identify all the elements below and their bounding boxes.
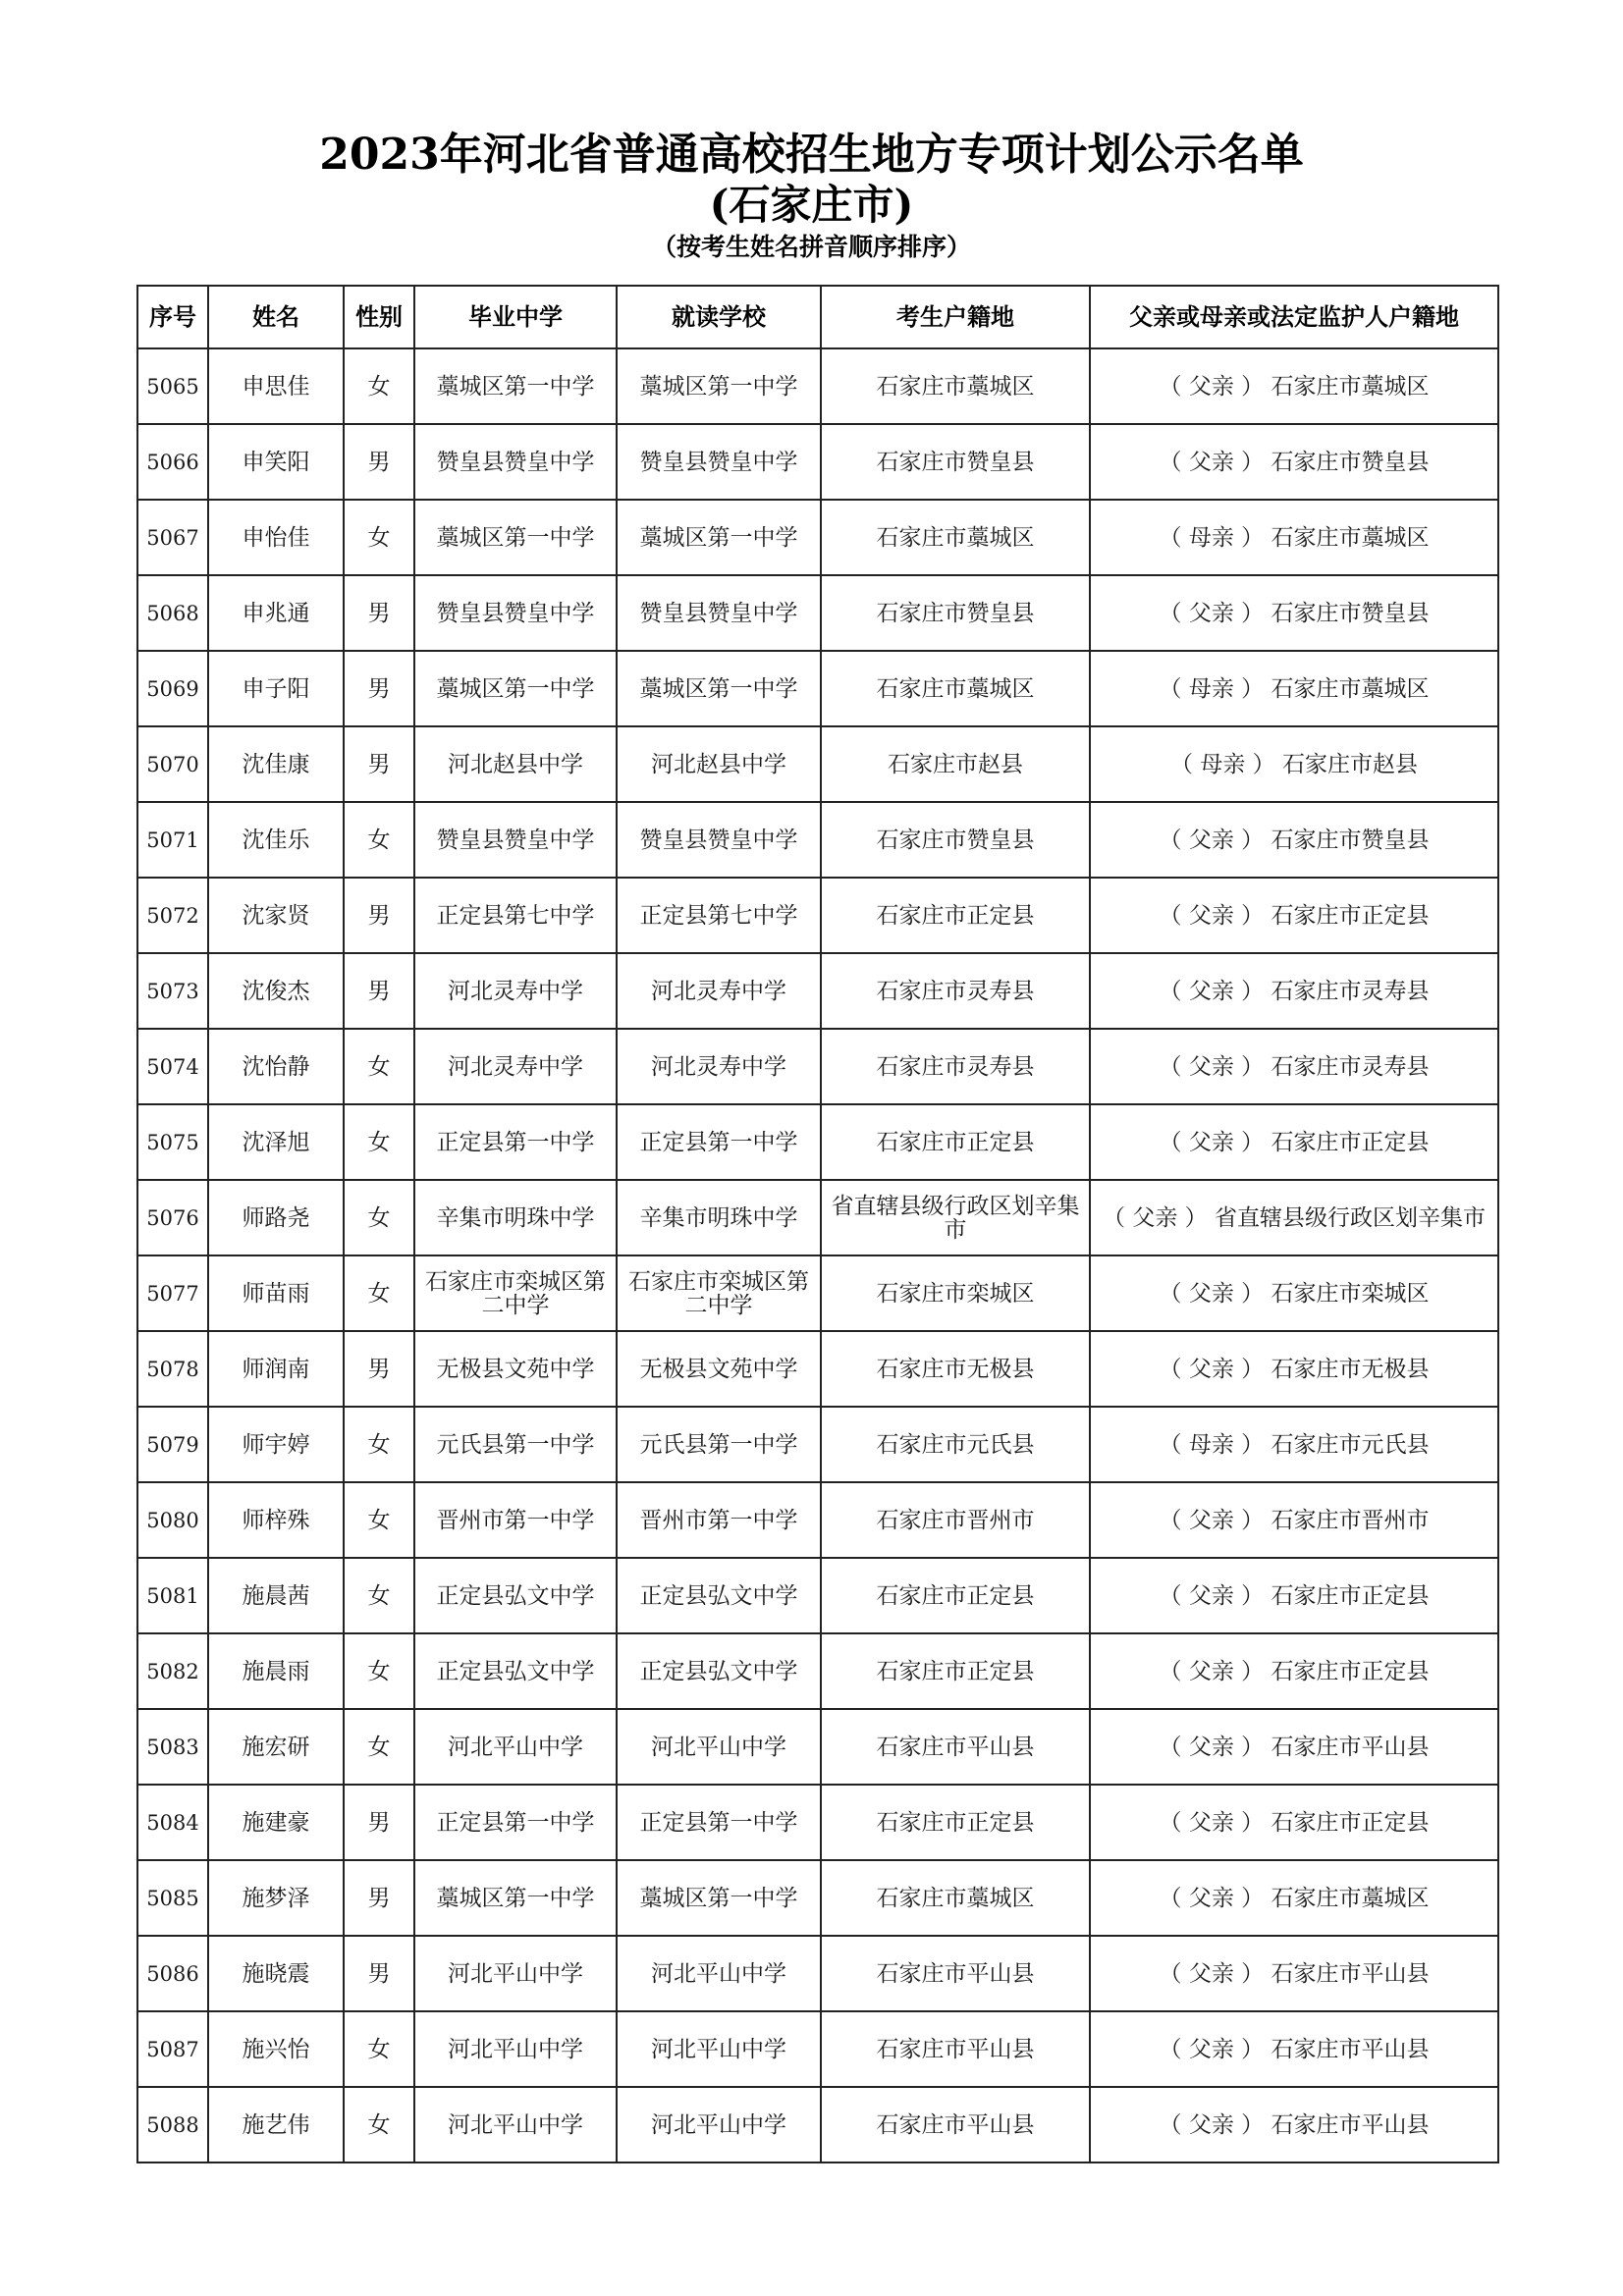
cell-current-school: 藁城区第一中学 [617,651,821,726]
table-row [137,1104,1498,1180]
cell-seq: 5068 [137,575,208,651]
cell-seq: 5082 [137,1633,208,1709]
cell-seq: 5085 [137,1860,208,1936]
cell-guardian-household: （ 父亲 ） 省直辖县级行政区划辛集市 [1090,1180,1498,1255]
cell-seq: 5071 [137,802,208,878]
cell-guardian-household: （ 父亲 ） 石家庄市平山县 [1090,2087,1498,2163]
table-row [137,575,1498,651]
cell-current-school: 晋州市第一中学 [617,1482,821,1558]
table-row [137,953,1498,1029]
cell-seq: 5065 [137,348,208,424]
cell-current-school: 正定县弘文中学 [617,1633,821,1709]
table-row [137,2011,1498,2087]
cell-guardian-household: （ 父亲 ） 石家庄市赞皇县 [1090,575,1498,651]
cell-current-school: 河北平山中学 [617,1936,821,2011]
cell-name: 师润南 [208,1331,344,1407]
table-row [137,878,1498,953]
table-header-row [137,286,1498,348]
cell-guardian-household: （ 父亲 ） 石家庄市平山县 [1090,1709,1498,1785]
cell-household: 石家庄市赞皇县 [821,424,1090,500]
cell-household: 石家庄市正定县 [821,1633,1090,1709]
cell-seq: 5087 [137,2011,208,2087]
cell-seq: 5086 [137,1936,208,2011]
cell-seq: 5079 [137,1407,208,1482]
cell-grad-school: 赞皇县赞皇中学 [414,424,617,500]
table-row [137,802,1498,878]
cell-current-school: 正定县第一中学 [617,1104,821,1180]
cell-current-school: 正定县弘文中学 [617,1558,821,1633]
roster-table [136,285,1499,2163]
cell-name: 申笑阳 [208,424,344,500]
cell-household: 石家庄市无极县 [821,1331,1090,1407]
cell-grad-school: 河北灵寿中学 [414,953,617,1029]
cell-name: 施晨茜 [208,1558,344,1633]
cell-gender: 男 [344,726,414,802]
cell-name: 施兴怡 [208,2011,344,2087]
cell-guardian-household: （ 母亲 ） 石家庄市元氏县 [1090,1407,1498,1482]
cell-seq: 5080 [137,1482,208,1558]
cell-current-school: 藁城区第一中学 [617,348,821,424]
cell-current-school: 赞皇县赞皇中学 [617,575,821,651]
cell-seq: 5074 [137,1029,208,1104]
table-row [137,1785,1498,1860]
table-row [137,1633,1498,1709]
cell-seq: 5073 [137,953,208,1029]
table-row [137,1029,1498,1104]
table-row [137,1860,1498,1936]
cell-guardian-household: （ 母亲 ） 石家庄市藁城区 [1090,651,1498,726]
cell-grad-school: 河北平山中学 [414,2011,617,2087]
cell-gender: 男 [344,651,414,726]
cell-grad-school: 正定县弘文中学 [414,1633,617,1709]
cell-gender: 女 [344,1633,414,1709]
cell-guardian-household: （ 父亲 ） 石家庄市赞皇县 [1090,802,1498,878]
cell-household: 石家庄市平山县 [821,2087,1090,2163]
cell-grad-school: 河北赵县中学 [414,726,617,802]
cell-grad-school: 元氏县第一中学 [414,1407,617,1482]
cell-household: 石家庄市赞皇县 [821,802,1090,878]
cell-household: 石家庄市藁城区 [821,500,1090,575]
cell-grad-school: 正定县弘文中学 [414,1558,617,1633]
cell-name: 师梓殊 [208,1482,344,1558]
cell-household: 石家庄市元氏县 [821,1407,1090,1482]
column-header-name: 姓名 [208,286,344,348]
cell-name: 施梦泽 [208,1860,344,1936]
cell-current-school: 河北平山中学 [617,2087,821,2163]
cell-guardian-household: （ 父亲 ） 石家庄市平山县 [1090,1936,1498,2011]
table-row [137,1709,1498,1785]
cell-name: 施艺伟 [208,2087,344,2163]
cell-grad-school: 无极县文苑中学 [414,1331,617,1407]
cell-name: 申子阳 [208,651,344,726]
cell-household: 石家庄市灵寿县 [821,1029,1090,1104]
cell-name: 沈俊杰 [208,953,344,1029]
cell-seq: 5067 [137,500,208,575]
cell-name: 沈佳康 [208,726,344,802]
cell-grad-school: 河北平山中学 [414,1936,617,2011]
cell-household: 石家庄市赞皇县 [821,575,1090,651]
cell-gender: 男 [344,953,414,1029]
cell-household: 石家庄市藁城区 [821,1860,1090,1936]
cell-grad-school: 藁城区第一中学 [414,348,617,424]
table-row [137,1936,1498,2011]
table-row [137,348,1498,424]
cell-guardian-household: （ 父亲 ） 石家庄市平山县 [1090,2011,1498,2087]
cell-seq: 5078 [137,1331,208,1407]
cell-gender: 男 [344,1785,414,1860]
cell-grad-school: 赞皇县赞皇中学 [414,575,617,651]
cell-seq: 5077 [137,1255,208,1331]
cell-grad-school: 河北平山中学 [414,2087,617,2163]
cell-seq: 5075 [137,1104,208,1180]
cell-current-school: 元氏县第一中学 [617,1407,821,1482]
cell-guardian-household: （ 父亲 ） 石家庄市灵寿县 [1090,953,1498,1029]
table-row [137,726,1498,802]
cell-seq: 5066 [137,424,208,500]
cell-current-school: 河北平山中学 [617,1709,821,1785]
cell-gender: 女 [344,1558,414,1633]
cell-seq: 5069 [137,651,208,726]
cell-guardian-household: （ 父亲 ） 石家庄市正定县 [1090,1633,1498,1709]
cell-guardian-household: （ 父亲 ） 石家庄市正定县 [1090,1558,1498,1633]
cell-seq: 5081 [137,1558,208,1633]
cell-gender: 女 [344,1104,414,1180]
column-header-current-school: 就读学校 [617,286,821,348]
cell-current-school: 河北灵寿中学 [617,953,821,1029]
cell-grad-school: 藁城区第一中学 [414,1860,617,1936]
column-header-grad-school: 毕业中学 [414,286,617,348]
cell-household: 省直辖县级行政区划辛集市 [821,1180,1090,1255]
cell-guardian-household: （ 父亲 ） 石家庄市正定县 [1090,878,1498,953]
cell-name: 沈家贤 [208,878,344,953]
cell-gender: 女 [344,1709,414,1785]
cell-grad-school: 赞皇县赞皇中学 [414,802,617,878]
cell-seq: 5083 [137,1709,208,1785]
cell-seq: 5088 [137,2087,208,2163]
page-title: 2023年河北省普通高校招生地方专项计划公示名单 [319,130,1304,180]
cell-household: 石家庄市晋州市 [821,1482,1090,1558]
cell-guardian-household: （ 父亲 ） 石家庄市灵寿县 [1090,1029,1498,1104]
cell-gender: 男 [344,575,414,651]
cell-grad-school: 正定县第七中学 [414,878,617,953]
cell-current-school: 藁城区第一中学 [617,1860,821,1936]
cell-guardian-household: （ 父亲 ） 石家庄市栾城区 [1090,1255,1498,1331]
table-row [137,1407,1498,1482]
cell-gender: 男 [344,424,414,500]
table-row [137,500,1498,575]
cell-grad-school: 辛集市明珠中学 [414,1180,617,1255]
cell-name: 申怡佳 [208,500,344,575]
cell-name: 施晓震 [208,1936,344,2011]
cell-household: 石家庄市正定县 [821,1104,1090,1180]
cell-household: 石家庄市赵县 [821,726,1090,802]
table-row [137,1255,1498,1331]
table-row [137,424,1498,500]
column-header-seq: 序号 [137,286,208,348]
cell-household: 石家庄市平山县 [821,2011,1090,2087]
cell-grad-school: 正定县第一中学 [414,1104,617,1180]
cell-grad-school: 正定县第一中学 [414,1785,617,1860]
cell-gender: 男 [344,1860,414,1936]
table-row [137,1180,1498,1255]
roster-body [137,348,1498,2163]
cell-household: 石家庄市正定县 [821,1785,1090,1860]
page-subtitle: (石家庄市) [709,181,914,229]
cell-name: 施晨雨 [208,1633,344,1709]
cell-grad-school: 河北灵寿中学 [414,1029,617,1104]
cell-household: 石家庄市藁城区 [821,348,1090,424]
cell-gender: 男 [344,1936,414,2011]
cell-gender: 女 [344,500,414,575]
cell-gender: 女 [344,2011,414,2087]
cell-household: 石家庄市正定县 [821,1558,1090,1633]
cell-guardian-household: （ 父亲 ） 石家庄市无极县 [1090,1331,1498,1407]
cell-household: 石家庄市平山县 [821,1709,1090,1785]
cell-name: 沈泽旭 [208,1104,344,1180]
cell-guardian-household: （ 父亲 ） 石家庄市晋州市 [1090,1482,1498,1558]
cell-name: 沈怡静 [208,1029,344,1104]
cell-gender: 女 [344,1407,414,1482]
cell-grad-school: 石家庄市栾城区第二中学 [414,1255,617,1331]
sort-note: （按考生姓名拼音顺序排序） [651,233,971,261]
table-row [137,651,1498,726]
cell-gender: 女 [344,802,414,878]
cell-current-school: 正定县第一中学 [617,1785,821,1860]
cell-current-school: 赞皇县赞皇中学 [617,424,821,500]
cell-guardian-household: （ 母亲 ） 石家庄市赵县 [1090,726,1498,802]
table-row [137,2087,1498,2163]
cell-current-school: 河北灵寿中学 [617,1029,821,1104]
cell-guardian-household: （ 父亲 ） 石家庄市藁城区 [1090,1860,1498,1936]
column-header-gender: 性别 [344,286,414,348]
cell-household: 石家庄市藁城区 [821,651,1090,726]
cell-current-school: 正定县第七中学 [617,878,821,953]
cell-guardian-household: （ 父亲 ） 石家庄市正定县 [1090,1104,1498,1180]
cell-current-school: 无极县文苑中学 [617,1331,821,1407]
cell-gender: 男 [344,878,414,953]
cell-household: 石家庄市正定县 [821,878,1090,953]
cell-grad-school: 藁城区第一中学 [414,651,617,726]
cell-current-school: 辛集市明珠中学 [617,1180,821,1255]
cell-grad-school: 藁城区第一中学 [414,500,617,575]
cell-gender: 女 [344,2087,414,2163]
column-header-household: 考生户籍地 [821,286,1090,348]
cell-name: 沈佳乐 [208,802,344,878]
cell-name: 师宇婷 [208,1407,344,1482]
table-row [137,1482,1498,1558]
cell-current-school: 河北赵县中学 [617,726,821,802]
cell-gender: 女 [344,1482,414,1558]
table-row [137,1558,1498,1633]
cell-gender: 女 [344,1029,414,1104]
cell-current-school: 藁城区第一中学 [617,500,821,575]
cell-seq: 5070 [137,726,208,802]
cell-gender: 女 [344,348,414,424]
cell-name: 师苗雨 [208,1255,344,1331]
column-header-guardian-household: 父亲或母亲或法定监护人户籍地 [1090,286,1498,348]
cell-gender: 男 [344,1331,414,1407]
table-row [137,1331,1498,1407]
cell-guardian-household: （ 父亲 ） 石家庄市正定县 [1090,1785,1498,1860]
cell-name: 申兆通 [208,575,344,651]
cell-name: 申思佳 [208,348,344,424]
cell-current-school: 河北平山中学 [617,2011,821,2087]
cell-current-school: 石家庄市栾城区第二中学 [617,1255,821,1331]
cell-guardian-household: （ 母亲 ） 石家庄市藁城区 [1090,500,1498,575]
cell-guardian-household: （ 父亲 ） 石家庄市藁城区 [1090,348,1498,424]
cell-guardian-household: （ 父亲 ） 石家庄市赞皇县 [1090,424,1498,500]
cell-current-school: 赞皇县赞皇中学 [617,802,821,878]
cell-seq: 5084 [137,1785,208,1860]
cell-seq: 5072 [137,878,208,953]
cell-name: 施建豪 [208,1785,344,1860]
cell-seq: 5076 [137,1180,208,1255]
cell-grad-school: 晋州市第一中学 [414,1482,617,1558]
cell-household: 石家庄市栾城区 [821,1255,1090,1331]
cell-name: 施宏研 [208,1709,344,1785]
cell-household: 石家庄市平山县 [821,1936,1090,2011]
cell-gender: 女 [344,1180,414,1255]
cell-household: 石家庄市灵寿县 [821,953,1090,1029]
cell-grad-school: 河北平山中学 [414,1709,617,1785]
cell-name: 师路尧 [208,1180,344,1255]
cell-gender: 女 [344,1255,414,1331]
